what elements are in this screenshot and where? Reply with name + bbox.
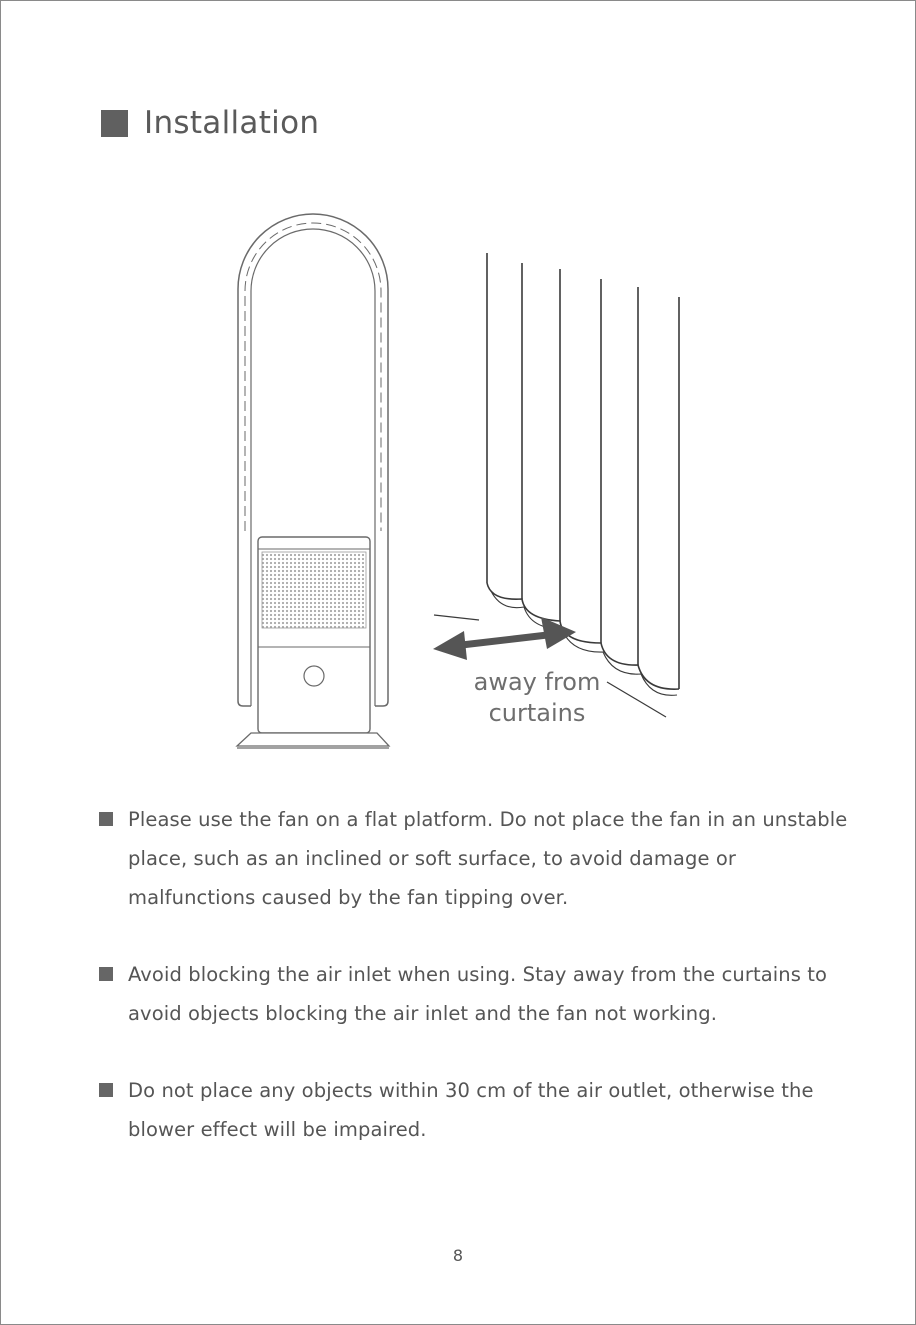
bullet-square-icon bbox=[99, 967, 113, 981]
instruction-text: Do not place any objects within 30 cm of the air outlet, otherwise the blower effect will be impaired. bbox=[128, 1079, 814, 1141]
tower-fan-drawing bbox=[237, 214, 389, 748]
bullet-square-icon bbox=[99, 812, 113, 826]
instruction-item bbox=[99, 955, 859, 1033]
curtains-label: curtains bbox=[488, 699, 586, 727]
instruction-item bbox=[99, 1071, 859, 1149]
installation-illustration bbox=[1, 1, 915, 781]
page-number: 8 bbox=[452, 1246, 464, 1265]
instruction-text: Avoid blocking the air inlet when using. Stay away from the curtains to avoid objects blocking the air inlet and the fan not working. bbox=[128, 963, 828, 1025]
instruction-item bbox=[99, 800, 859, 917]
away-from-label: away from bbox=[473, 668, 601, 696]
instruction-text: Please use the fan on a flat platform. Do not place the fan in an unstable place, such as an inclined or soft surface, to avoid damage or malfunctions caused by the fan tipping over. bbox=[128, 808, 848, 909]
distance-arrow-icon bbox=[433, 617, 576, 660]
heading-text: Installation bbox=[144, 105, 320, 141]
bullet-square-icon bbox=[99, 1083, 113, 1097]
